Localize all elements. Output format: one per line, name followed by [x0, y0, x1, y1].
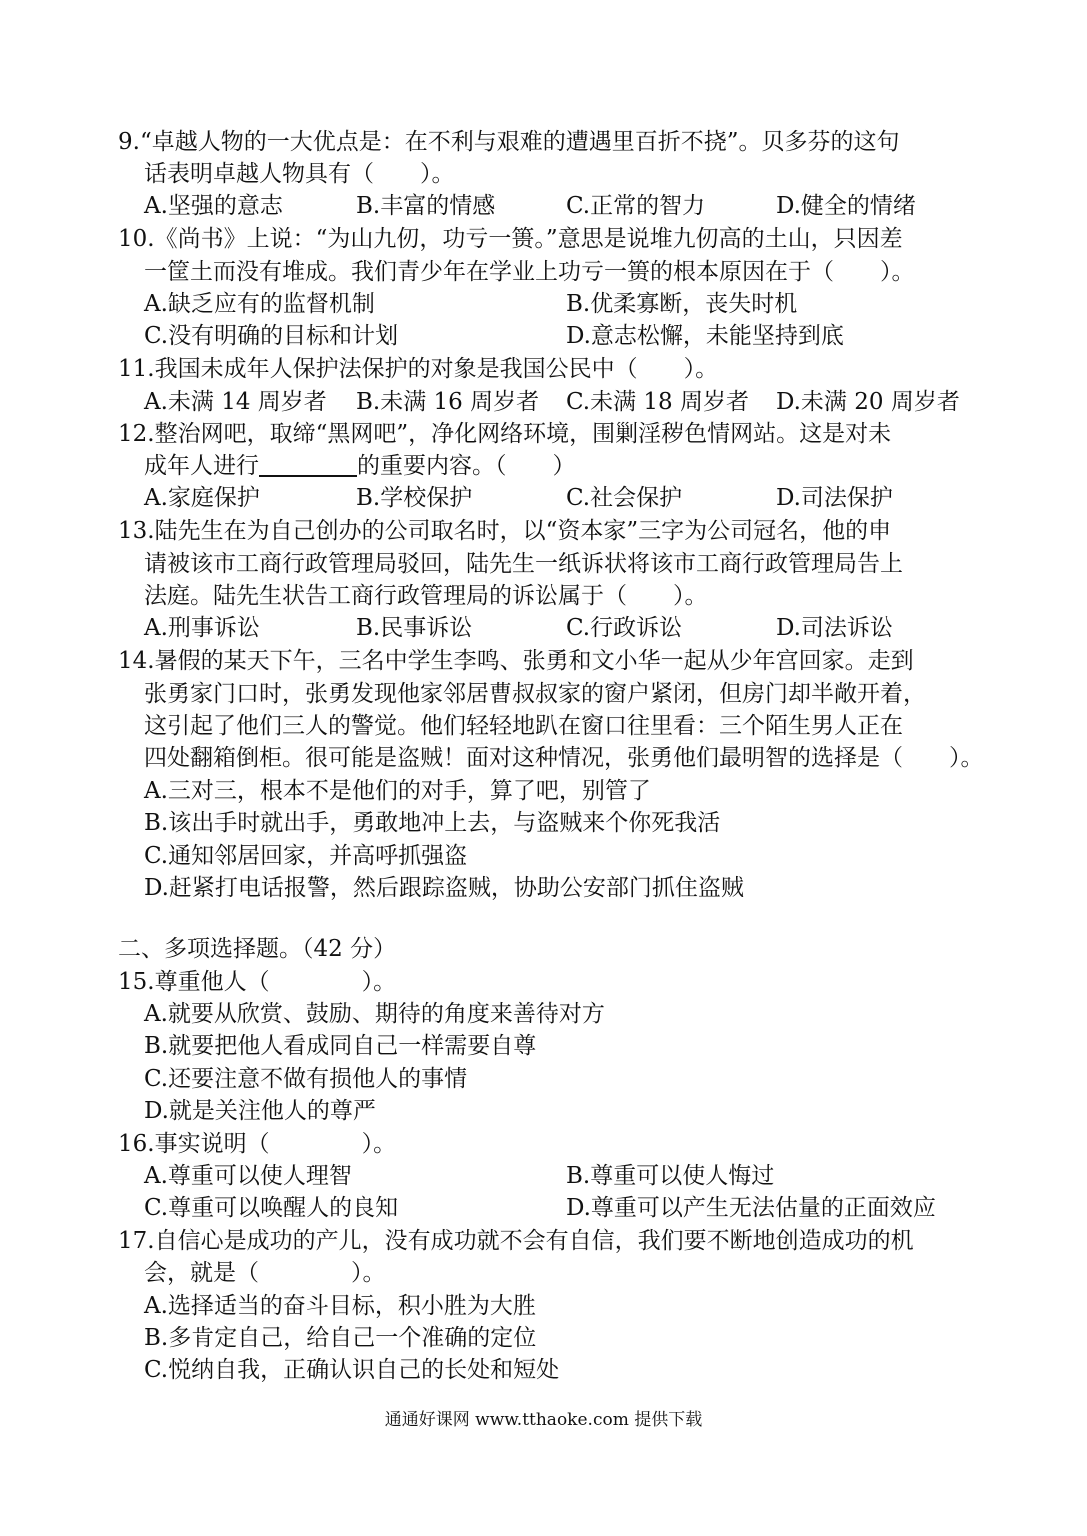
option-b: B.学校保护 [356, 485, 473, 511]
option-c: C.没有明确的目标和计划 [144, 323, 399, 349]
question-14-option-c: C.通知邻居回家，并高呼抓强盗 [144, 843, 468, 869]
question-12-line-2 [144, 450, 576, 482]
question-9-line-1: 9.“卓越人物的一大优点是：在不利与艰难的遭遇里百折不挠”。贝多芬的这句 [118, 129, 900, 155]
question-13-line-2: 请被该市工商行政管理局驳回，陆先生一纸诉状将该市工商行政管理局告上 [144, 551, 903, 577]
question-11-line-1: 11.我国未成年人保护法保护的对象是我国公民中（ ）。 [118, 356, 719, 382]
page-footer: 通通好课网 www.tthaoke.com 提供下载 [384, 1410, 703, 1430]
option-a: A.家庭保护 [144, 485, 260, 511]
question-15-line-1: 15.尊重他人（ ）。 [118, 969, 397, 995]
option-b: B.尊重可以使人悔过 [566, 1163, 775, 1189]
option-d: D.健全的情绪 [776, 193, 916, 219]
question-9-line-2: 话表明卓越人物具有（ ）。 [144, 161, 455, 187]
option-c: C.正常的智力 [566, 193, 706, 219]
question-15-option-b: B.就要把他人看成同自己一样需要自尊 [144, 1033, 537, 1059]
question-17-line-2: 会，就是（ ）。 [144, 1260, 386, 1286]
question-15-option-a: A.就要从欣赏、鼓励、期待的角度来善待对方 [144, 1001, 605, 1027]
option-b: B.优柔寡断，丧失时机 [566, 291, 798, 317]
option-d: D.尊重可以产生无法估量的正面效应 [566, 1195, 936, 1221]
question-17-option-c: C.悦纳自我，正确认识自己的长处和短处 [144, 1357, 560, 1383]
question-10-line-2: 一筐土而没有堆成。我们青少年在学业上功亏一篑的根本原因在于（ ）。 [144, 259, 915, 285]
option-a: A.未满 14 周岁者 [144, 389, 327, 415]
question-14-option-a: A.三对三，根本不是他们的对手，算了吧，别管了 [144, 778, 651, 804]
option-d: D.意志松懈，未能坚持到底 [566, 323, 844, 349]
answer-blank [259, 453, 357, 477]
option-c: C.未满 18 周岁者 [566, 389, 749, 415]
question-16-line-1: 16.事实说明（ ）。 [118, 1131, 397, 1157]
question-17-option-a: A.选择适当的奋斗目标，积小胜为大胜 [144, 1293, 536, 1319]
option-a: A.刑事诉讼 [144, 615, 260, 641]
option-c: C.行政诉讼 [566, 615, 683, 641]
question-17-line-1: 17.自信心是成功的产儿，没有成功就不会有自信，我们要不断地创造成功的机 [118, 1228, 914, 1254]
question-15-option-d: D.就是关注他人的尊严 [144, 1098, 376, 1124]
option-c: C.社会保护 [566, 485, 683, 511]
question-17-option-b: B.多肯定自己，给自己一个准确的定位 [144, 1325, 537, 1351]
question-10-line-1: 10.《尚书》上说：“为山九仞，功亏一篑。”意思是说堆九仞高的土山，只因差 [118, 226, 903, 252]
option-d: D.司法保护 [776, 485, 893, 511]
question-15-option-c: C.还要注意不做有损他人的事情 [144, 1066, 468, 1092]
question-14-line-2: 张勇家门口时，张勇发现他家邻居曹叔叔家的窗户紧闭，但房门却半敞开着， [144, 681, 926, 707]
question-14-line-4: 四处翻箱倒柜。很可能是盗贼！面对这种情况，张勇他们最明智的选择是（ ）。 [144, 745, 984, 771]
option-c: C.尊重可以唤醒人的良知 [144, 1195, 399, 1221]
option-a: A.尊重可以使人理智 [144, 1163, 352, 1189]
question-13-line-1: 13.陆先生在为自己创办的公司取名时，以“资本家”三字为公司冠名，他的申 [118, 518, 892, 544]
option-b: B.民事诉讼 [356, 615, 473, 641]
question-13-line-3: 法庭。陆先生状告工商行政管理局的诉讼属于（ ）。 [144, 583, 708, 609]
question-14-line-1: 14.暑假的某天下午，三名中学生李鸣、张勇和文小华一起从少年宫回家。走到 [118, 648, 914, 674]
question-14-line-3: 这引起了他们三人的警觉。他们轻轻地趴在窗口往里看：三个陌生男人正在 [144, 713, 903, 739]
question-12-line-1: 12.整治网吧，取缔“黑网吧”，净化网络环境，围剿淫秽色情网站。这是对未 [118, 421, 892, 447]
question-12-text-after-blank: 的重要内容。（ ） [357, 453, 576, 479]
question-14-option-d: D.赶紧打电话报警，然后跟踪盗贼，协助公安部门抓住盗贼 [144, 875, 744, 901]
section-title: 二、多项选择题。（42 分） [118, 936, 397, 962]
question-12-text-before-blank: 成年人进行 [144, 453, 259, 479]
option-a: A.坚强的意志 [144, 193, 283, 219]
question-14-option-b: B.该出手时就出手，勇敢地冲上去，与盗贼来个你死我活 [144, 810, 721, 836]
option-b: B.未满 16 周岁者 [356, 389, 540, 415]
option-d: D.司法诉讼 [776, 615, 893, 641]
option-a: A.缺乏应有的监督机制 [144, 291, 375, 317]
option-d: D.未满 20 周岁者 [776, 389, 960, 415]
option-b: B.丰富的情感 [356, 193, 496, 219]
